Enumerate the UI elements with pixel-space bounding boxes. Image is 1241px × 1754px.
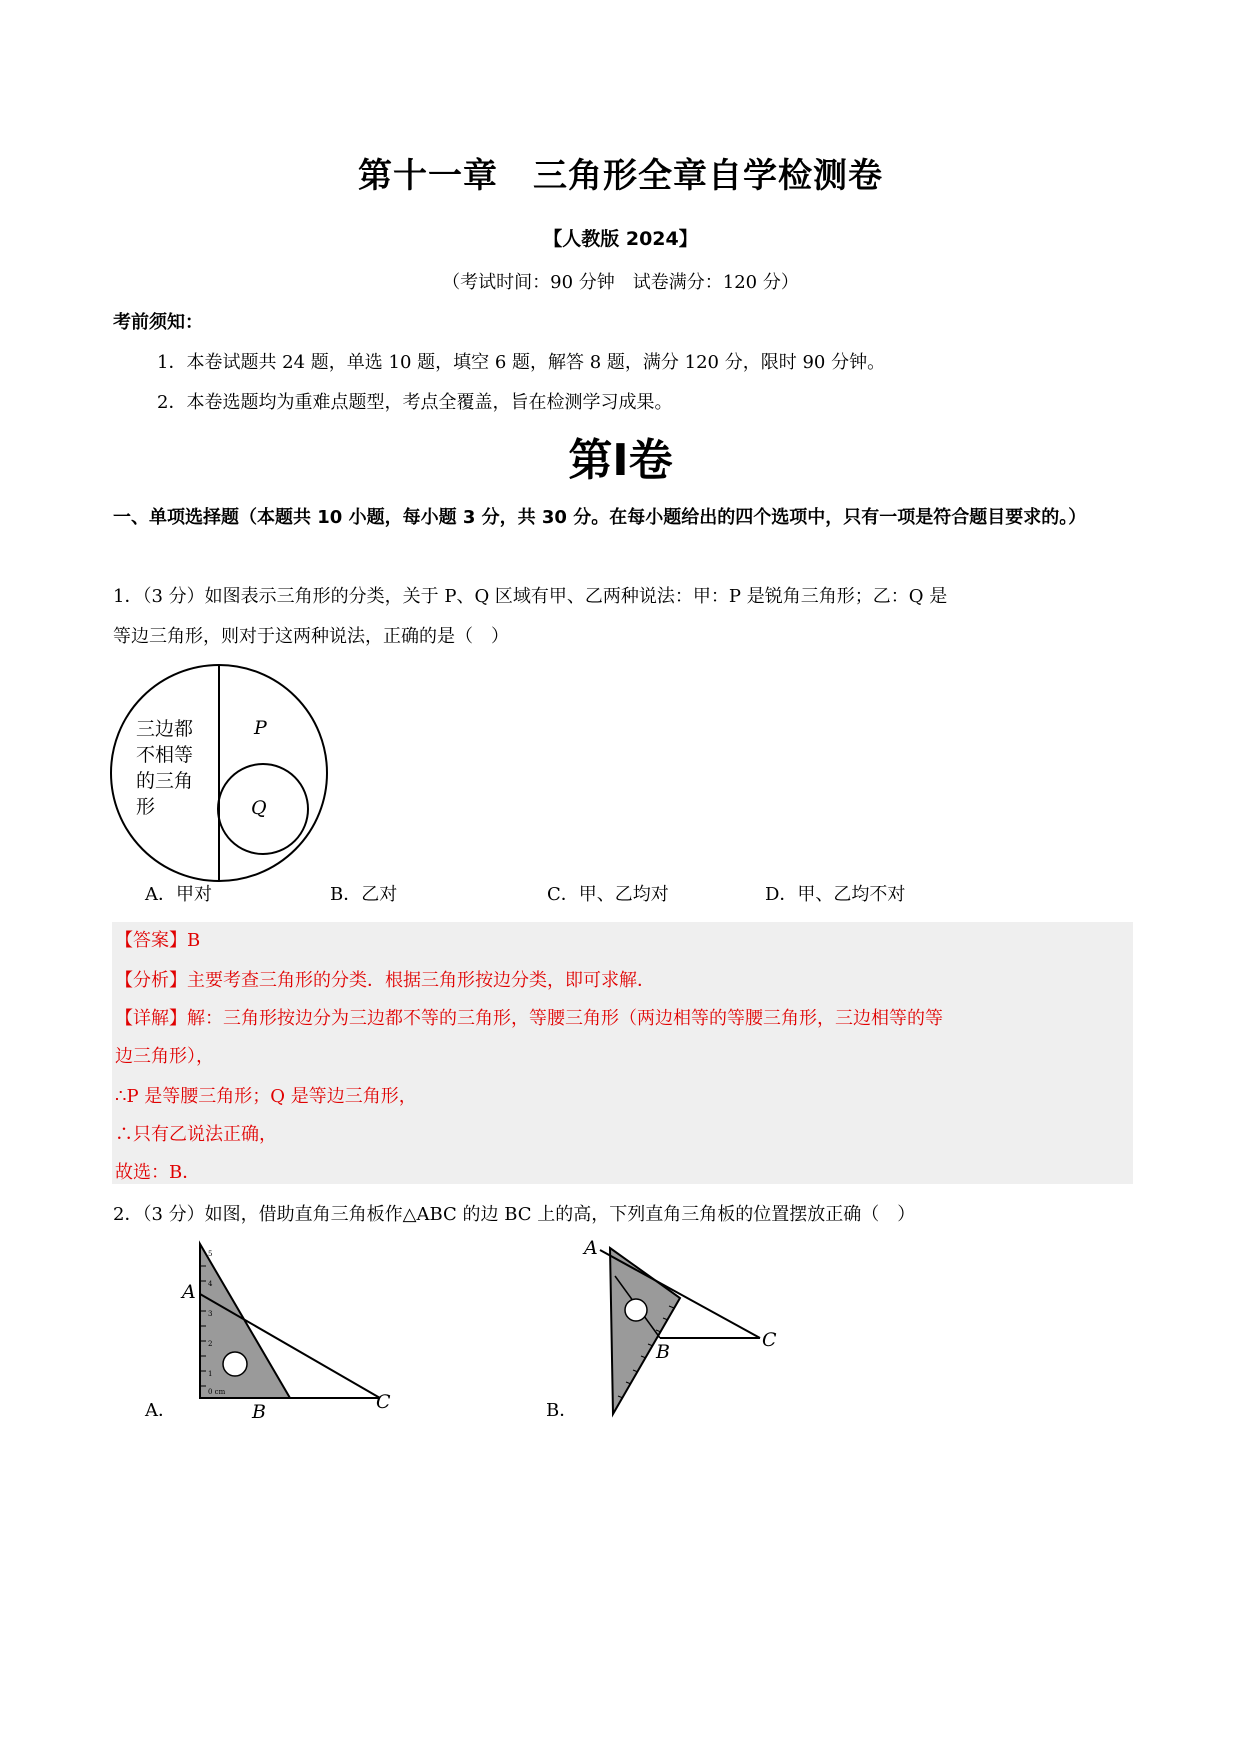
question-1-text-cont: 等边三角形，则对于这两种说法，正确的是（ ） — [113, 626, 509, 647]
region-q-label: Q — [251, 797, 267, 819]
diagram-left-text: 形 — [136, 796, 156, 818]
analysis-line: 【分析】主要考查三角形的分类．根据三角形按边分类，即可求解． — [115, 970, 655, 991]
vertex-a-label: A — [584, 1237, 598, 1259]
notice-item: 1．本卷试题共 24 题，单选 10 题，填空 6 题，解答 8 题，满分 120 分，限时 90 分钟。 — [157, 352, 886, 373]
notice-heading: 考前须知： — [113, 312, 203, 333]
vertex-c-label: C — [376, 1391, 391, 1413]
figure-b-option[interactable]: B． — [546, 1400, 578, 1421]
edition-label: 【人教版 2024】 — [543, 228, 698, 250]
option-b[interactable]: B．乙对 — [330, 884, 398, 905]
section-title: 第Ⅰ卷 — [568, 435, 673, 486]
option-c[interactable]: C．甲、乙均对 — [547, 884, 669, 905]
classification-diagram — [108, 662, 330, 884]
ruler-tick-label: 5 — [208, 1250, 213, 1258]
step-line: ∴P 是等腰三角形；Q 是等边三角形， — [115, 1086, 417, 1107]
diagram-left-text: 不相等 — [136, 744, 194, 766]
ruler-tick-label: 4 — [208, 1280, 213, 1288]
set-square-figure-a — [180, 1236, 410, 1421]
question-1-text: 1．（3 分）如图表示三角形的分类，关于 P、Q 区域有甲、乙两种说法：甲：P 是锐角三角形；乙：Q 是 — [113, 586, 948, 607]
vertex-b-label: B — [252, 1401, 266, 1421]
option-d[interactable]: D．甲、乙均不对 — [765, 884, 906, 905]
option-a[interactable]: A．甲对 — [145, 884, 212, 905]
figure-a-option[interactable]: A． — [145, 1400, 176, 1421]
question-2-text: 2．（3 分）如图，借助直角三角板作△ABC 的边 BC 上的高，下列直角三角板的位置摆放正确（ ） — [113, 1204, 916, 1225]
ruler-unit-label: 0 cm — [208, 1388, 226, 1396]
vertex-a-label: A — [182, 1281, 196, 1303]
set-square-figure-b — [580, 1236, 800, 1426]
step-line: ∴只有乙说法正确， — [115, 1124, 277, 1145]
detail-line: 【详解】解：三角形按边分为三边都不等的三角形，等腰三角形（两边相等的等腰三角形，三边相等的等 — [115, 1008, 943, 1029]
vertex-b-label: B — [656, 1341, 670, 1363]
ruler-tick-label: 1 — [208, 1370, 213, 1378]
part-heading: 一、单项选择题（本题共 10 小题，每小题 3 分，共 30 分。在每小题给出的四个选项中，只有一项是符合题目要求的。） — [113, 507, 1087, 528]
page-title: 第十一章 三角形全章自学检测卷 — [358, 156, 883, 196]
exam-info: （考试时间：90 分钟 试卷满分：120 分） — [442, 272, 799, 293]
notice-item: 2．本卷选题均为重难点题型，考点全覆盖，旨在检测学习成果。 — [157, 392, 673, 413]
ruler-tick-label: 3 — [208, 1310, 213, 1318]
diagram-left-text: 的三角 — [136, 770, 194, 792]
detail-line-cont: 边三角形）， — [115, 1046, 214, 1067]
conclusion-line: 故选：B． — [115, 1162, 201, 1183]
vertex-c-label: C — [762, 1329, 777, 1351]
region-p-label: P — [254, 717, 267, 739]
answer-line: 【答案】B — [115, 930, 201, 951]
diagram-left-text: 三边都 — [136, 718, 194, 740]
ruler-tick-label: 2 — [208, 1340, 213, 1348]
